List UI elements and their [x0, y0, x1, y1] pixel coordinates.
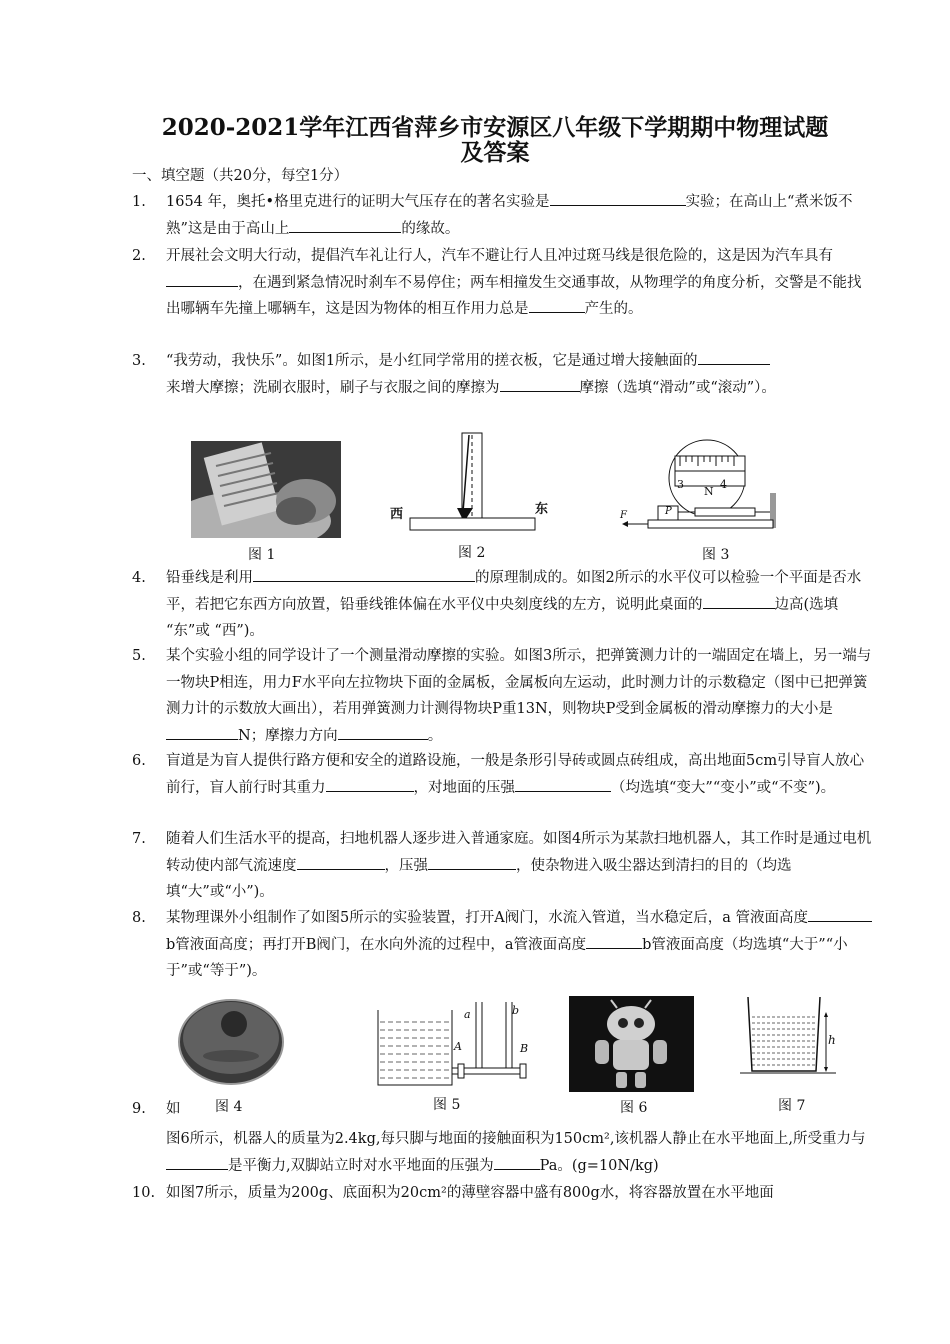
question-10: 10. 如图7所示，质量为200g、底面积为20cm²的薄壁容器中盛有800g水，将容器放置在水平地面 — [132, 1180, 872, 1207]
valve-b-label: B — [520, 1042, 529, 1055]
question-9: 9. 如 — [132, 1096, 872, 1123]
question-8: 8. 某物理课外小组制作了如图5所示的实验装置，打开A阀门，水流入管道，当水稳定后，a 管液面高度b管液面高度；再打开B阀门，在水向外流的过程中，a管液面高度 b管液面高度（均选填“大于”“小于”或“等于”)。 — [132, 905, 872, 985]
scale-label-3: 3 — [677, 478, 684, 491]
block-p-label: P — [665, 506, 672, 517]
question-2: 2. 开展社会文明大行动，提倡汽车礼让行人，汽车不避让行人且冲过斑马线是很危险的，这是因为汽车具有，在遇到紧急情况时刹车不易停住；两车相撞发生交通事故，从物理学的角度分析，交警是不能找出哪辆车先撞上哪辆车，这是因为物体的相互作用力总是 产生的。 — [132, 243, 872, 323]
figure-4-caption: 图 4 — [215, 1099, 243, 1115]
figure-7-caption: 图 7 — [778, 1098, 806, 1114]
question-number: 3. — [132, 353, 146, 369]
question-number: 7. — [132, 831, 146, 847]
valve-a-label: A — [454, 1040, 462, 1053]
question-4: 4. 铅垂线是利用 的原理制成的。如图2所示的水平仪可以检验一个平面是否水平，若把它东西方向放置，铅垂线锥体偏在水平仪中央刻度线的左方，说明此桌面的 边高(选填 “东”或 “西”)。 — [132, 565, 872, 645]
figure-7-container-diagram — [740, 995, 840, 1081]
question-number: 4. — [132, 570, 146, 586]
question-number: 5. — [132, 648, 146, 664]
page-title: 2020-2021学年江西省萍乡市安源区八年级下学期期中物理试题 — [161, 114, 829, 141]
figure-3-caption: 图 3 — [702, 547, 730, 563]
question-number: 1. — [132, 194, 146, 210]
figure-5-tank-diagram — [370, 1000, 550, 1090]
height-h-label: h — [828, 1033, 836, 1047]
question-5: 5. 某个实验小组的同学设计了一个测量滑动摩擦的实验。如图3所示，把弹簧测力计的一端固定在墙上，另一端与一物块P相连，用力F水平向左拉物块下面的金属板，金属板向左运动，此时测力计的示数稳定（图中已把弹簧测力计的示数放大画出），若用弹簧测力计测得物块P重13N，则物块P受到金属板的滑动摩擦力的大小是N；摩擦力方向 。 — [132, 643, 872, 749]
tube-b-label: b — [512, 1004, 520, 1017]
scale-unit-label: N — [704, 485, 714, 498]
figure-1-washboard-photo — [191, 441, 341, 538]
tube-a-label: a — [464, 1008, 471, 1021]
figure-1-caption: 图 1 — [248, 547, 276, 563]
question-9-body: 图6所示，机器人的质量为2.4kg,每只脚与地面的接触面积为150cm²,该机器人静止在水平地面上,所受重力与是平衡力,双脚站立时对水平地面的压强为 Pa。(g=10N/kg) — [166, 1131, 866, 1174]
west-label: 西 — [390, 507, 404, 522]
question-6: 6. 盲道是为盲人提供行路方便和安全的道路设施，一般是条形引导砖或圆点砖组成，高出地面5cm引导盲人放心前行，盲人前行时其重力 ，对地面的压强 （均选填“变大”“变小”或“不变”)。 — [132, 748, 872, 801]
question-number: 6. — [132, 753, 146, 769]
scale-label-4: 4 — [720, 478, 727, 491]
question-number: 9. — [132, 1101, 146, 1117]
figure-2-level-diagram — [385, 430, 550, 536]
section-heading: 一、填空题（共20分，每空1分） — [132, 168, 349, 184]
question-number: 8. — [132, 910, 146, 926]
question-7: 7. 随着人们生活水平的提高，扫地机器人逐步进入普通家庭。如图4所示为某款扫地机器人，其工作时是通过电机转动使内部气流速度 ，压强 ，使杂物进入吸尘器达到清扫的目的（均选填“大”或“小”)。 — [132, 826, 872, 906]
figure-2-caption: 图 2 — [458, 545, 486, 561]
figure-5-caption: 图 5 — [433, 1097, 461, 1113]
page-title-line2: 及答案 — [460, 139, 530, 166]
force-f-label: F — [620, 510, 627, 521]
question-1: 1. 1654 年，奥托•格里克进行的证明大气压存在的著名实验是 实验；在高山上“煮米饭不熟”这是由于高山上 的缘故。 — [132, 189, 872, 242]
question-3: 3. “我劳动，我快乐”。如图1所示，是小红同学常用的搓衣板，它是通过增大接触面的 来增大摩擦；洗刷衣服时，刷子与衣服之间的摩擦为 摩擦（选填“滑动”或“滚动”）。 — [132, 348, 872, 401]
figure-6-robot-photo — [569, 996, 694, 1092]
question-number: 10. — [132, 1185, 156, 1201]
figure-6-caption: 图 6 — [620, 1100, 648, 1116]
east-label: 东 — [535, 502, 549, 517]
question-number: 2. — [132, 248, 146, 264]
figure-3-spring-scale-diagram — [620, 438, 795, 542]
figure-4-robot-vacuum-photo — [176, 994, 286, 1086]
